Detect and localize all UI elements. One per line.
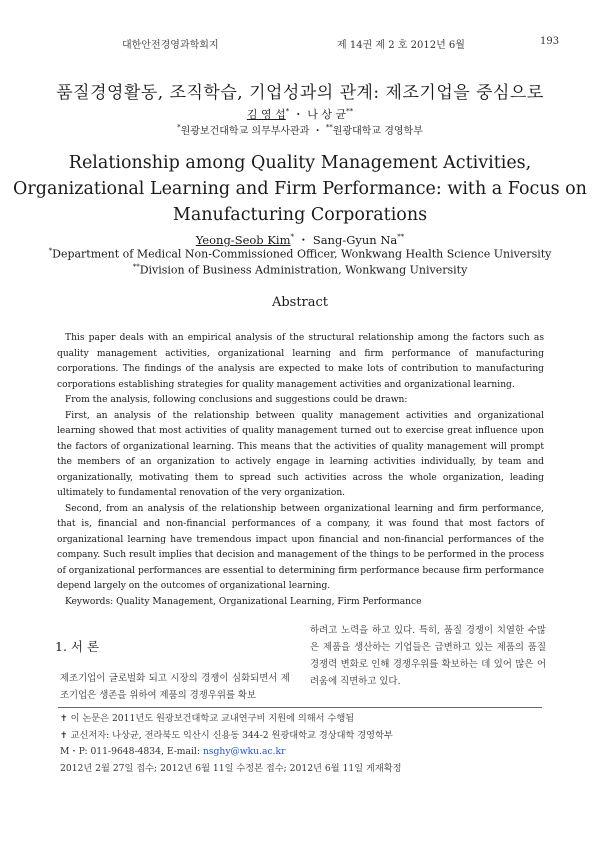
korean-author-2: 나 상 균: [307, 108, 347, 121]
abstract-paragraph-4: Second, from an analysis of the relationship between organizational learning and firm performance, that is, financial and non-financial performances of a company, it was found that most factors of organizational learning have tremendous impact upon financial and non-financial performances of the company. Such result implies that decision and management of the things to be performed in the process of organizational performances are essential to determining firm performance because firm performance depend largely on the outcomes of organizational learning.: [57, 503, 544, 591]
abstract-paragraph-2: From the analysis, following conclusions and suggestions could be drawn:: [65, 395, 408, 405]
english-author-2: Sang-Gyun Na: [312, 233, 398, 247]
english-title: [0, 150, 600, 228]
footnote-corresponding-author: ✝ 교신저자: 나상균, 전라북도 익산시 신용동 344-2 원광대학교 경상대학 경영학부: [60, 729, 393, 741]
keywords: Keywords: Quality Management, Organizational Learning, Firm Performance: [65, 596, 422, 607]
korean-affil-separator: ・: [312, 126, 323, 137]
intro-left-column: 제조기업이 글로벌화 되고 시장의 경쟁이 심화되면서 제조기업은 생존을 위하여 제품의 경쟁우위를 확보: [60, 673, 290, 701]
english-affiliation-2: [0, 263, 600, 277]
english-authors: [0, 232, 600, 248]
english-title-line-2: Organizational Learning and Firm Performance: with a Focus on: [13, 179, 587, 199]
english-author-separator: ・: [294, 233, 313, 247]
abstract-body: [57, 331, 544, 610]
korean-affil-2-mark: **: [325, 123, 333, 132]
issue-info: 제 14권 제 2 호 2012년 6월: [337, 40, 465, 51]
section-heading: 1. 서 론: [55, 639, 100, 654]
english-title-line-3: Manufacturing Corporations: [172, 205, 428, 225]
korean-author-1-mark: *: [285, 107, 290, 116]
footnote-dates: 2012년 2월 27일 접수; 2012년 6월 11일 수정본 접수; 2012년 6월 11일 게재확정: [60, 762, 402, 774]
korean-author-2-mark: **: [346, 107, 354, 116]
korean-author-1: 김 영 섭: [246, 108, 286, 121]
english-title-line-1: Relationship among Quality Management Activities,: [68, 153, 532, 173]
footnote-funding: ✝ 이 논문은 2011년도 원광보건대학교 교내연구비 지원에 의해서 수행됨: [60, 713, 355, 724]
footnotes: [60, 711, 540, 777]
footnote-divider: [58, 707, 542, 708]
korean-author-separator: ・: [292, 108, 304, 121]
footnote-contact-prefix: M・P: 011-9648-4834, E-mail:: [60, 746, 203, 757]
page-number: 193: [540, 36, 560, 47]
korean-authors: [0, 106, 600, 122]
english-affil-2-text: Division of Business Administration, Wonkwang University: [139, 263, 468, 277]
english-author-1: Yeong-Seob Kim: [195, 233, 291, 247]
journal-name: 대한안전경영과학회지: [122, 40, 219, 51]
korean-affil-1-mark: *: [177, 123, 181, 132]
korean-affil-1: 원광보건대학교 의무부사관과: [180, 126, 310, 137]
email-link[interactable]: nsghy@wku.ac.kr: [202, 746, 286, 757]
english-author-2-mark: **: [397, 233, 405, 242]
abstract-paragraph-3: First, an analysis of the relationship between quality management activities and organizational learning showed that most activities of quality management turned out to exercise great influence upon the factors of organizational learning. This means that the activities of quality management will prompt the members of an organization to actively engage in learning activities individually, by team and organizationally, motivating them to spread such activities across the whole organization, leading ultimately to fundamental renovation of the very organization.: [57, 410, 544, 498]
english-affil-2-mark: **: [132, 263, 140, 271]
abstract-paragraph-1: This paper deals with an empirical analysis of the structural relationship among the factors such as quality management activities, organizational learning and firm performance of manufacturing corporations. The findings of the analysis are expected to make lots of contribution to manufacturing corporations establishing strategies for quality management activities and organizational learning.: [57, 333, 544, 390]
english-author-1-mark: *: [290, 233, 294, 242]
intro-right-column: 하려고 노력을 하고 있다. 특히, 품질 경쟁이 치열한 수많은 제품을 생산하는 기업들은 급변하고 있는 제품의 품질 경쟁력 변화로 인해 경쟁우위를 확보하는 데 있어 많은 어려움에 직면하고 있다.: [310, 625, 546, 687]
abstract-heading: Abstract: [271, 295, 329, 310]
english-affil-1-text: Department of Medical Non-Commissioned Officer, Wonkwang Health Science University: [52, 247, 552, 261]
english-affil-1-mark: *: [48, 247, 53, 255]
footnote-contact: [60, 744, 540, 761]
english-affiliation-1: [0, 247, 600, 261]
korean-affiliations: [0, 122, 600, 137]
korean-affil-2: 원광대학교 경영학부: [332, 126, 423, 137]
korean-title: 품질경영활동, 조직학습, 기업성과의 관계: 제조기업을 중심으로: [56, 83, 544, 103]
